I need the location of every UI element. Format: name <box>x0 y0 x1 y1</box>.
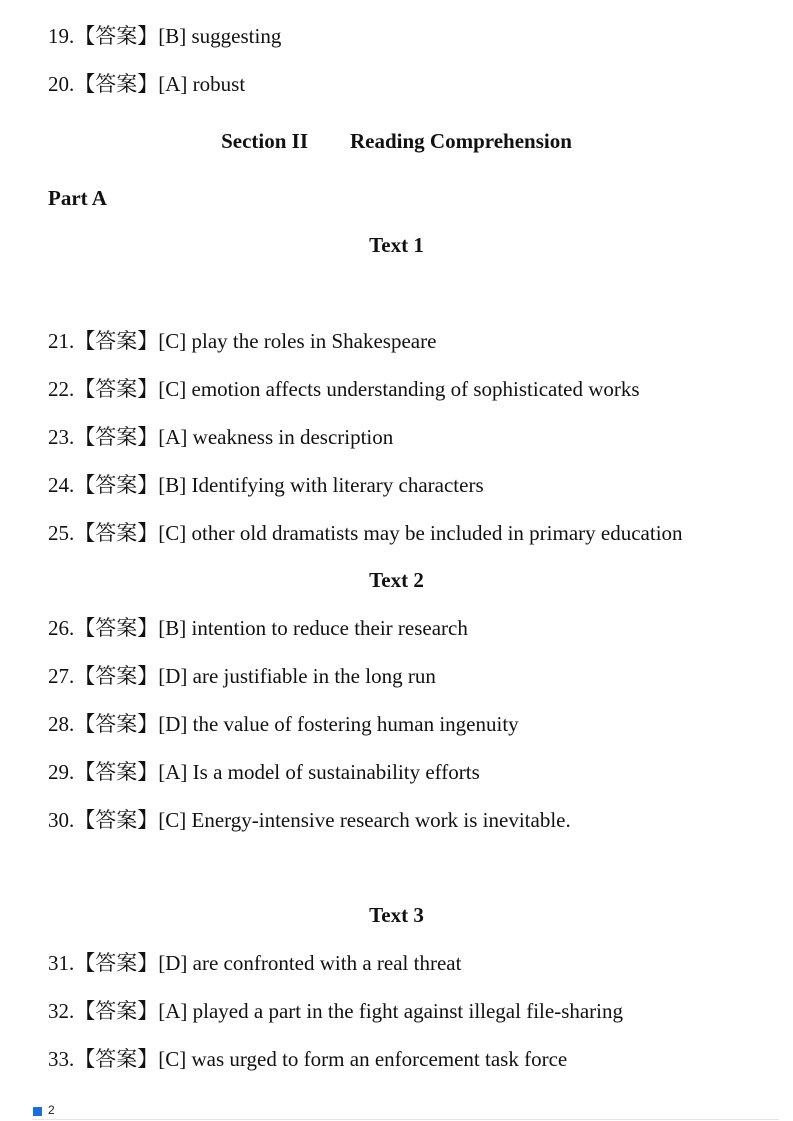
answer-30 <box>48 807 571 833</box>
answer-tag: 【答案】 <box>74 72 159 96</box>
answer-text: [C] emotion affects understanding of sophisticated works <box>158 377 640 401</box>
answer-24 <box>48 472 484 498</box>
answer-number: 27. <box>48 664 75 688</box>
answer-tag: 【答案】 <box>74 329 159 353</box>
answer-number: 28. <box>48 712 75 736</box>
answer-number: 33. <box>48 1047 75 1071</box>
answer-tag: 【答案】 <box>74 999 159 1023</box>
answer-text: [B] Identifying with literary characters <box>158 473 484 497</box>
answer-text: [A] played a part in the fight against illegal file-sharing <box>158 999 624 1023</box>
page-number: 2 <box>48 1103 55 1117</box>
page-footer <box>0 1100 793 1121</box>
answer-31 <box>48 950 461 976</box>
footer-divider <box>32 1119 779 1120</box>
answer-tag: 【答案】 <box>74 712 159 736</box>
text2-title: Text 2 <box>369 568 424 592</box>
answer-text: [C] Energy-intensive research work is inevitable. <box>158 808 571 832</box>
text1-title: Text 1 <box>369 233 424 257</box>
answer-tag: 【答案】 <box>74 473 159 497</box>
answer-text: [C] play the roles in Shakespeare <box>158 329 437 353</box>
answer-number: 26. <box>48 616 75 640</box>
answer-tag: 【答案】 <box>74 616 159 640</box>
answer-text: [C] was urged to form an enforcement task force <box>158 1047 568 1071</box>
answer-number: 20. <box>48 72 75 96</box>
answer-text: [D] are confronted with a real threat <box>158 951 462 975</box>
answer-text: [D] the value of fostering human ingenuity <box>158 712 519 736</box>
answer-number: 30. <box>48 808 75 832</box>
answer-tag: 【答案】 <box>74 808 159 832</box>
answer-tag: 【答案】 <box>74 377 159 401</box>
answer-text: [C] other old dramatists may be included in primary education <box>158 521 683 545</box>
answer-number: 32. <box>48 999 75 1023</box>
answer-tag: 【答案】 <box>74 1047 159 1071</box>
answer-tag: 【答案】 <box>74 521 159 545</box>
answer-number: 21. <box>48 329 75 353</box>
answer-text: [B] intention to reduce their research <box>158 616 468 640</box>
answer-text: [D] are justifiable in the long run <box>158 664 436 688</box>
answer-26 <box>48 615 468 641</box>
answer-number: 23. <box>48 425 75 449</box>
part-heading: Part A <box>48 186 107 210</box>
answer-number: 31. <box>48 951 75 975</box>
answer-21 <box>48 328 436 354</box>
section-title: Section II Reading Comprehension <box>221 129 572 153</box>
answer-number: 19. <box>48 24 75 48</box>
answer-tag: 【答案】 <box>74 425 159 449</box>
answer-text: [A] Is a model of sustainability efforts <box>158 760 480 784</box>
answer-tag: 【答案】 <box>74 664 159 688</box>
answer-number: 22. <box>48 377 75 401</box>
answer-tag: 【答案】 <box>74 24 159 48</box>
answer-number: 29. <box>48 760 75 784</box>
answer-28 <box>48 711 519 737</box>
text3-title: Text 3 <box>369 903 424 927</box>
answer-25 <box>48 520 683 546</box>
answer-tag: 【答案】 <box>74 951 159 975</box>
answer-22 <box>48 376 640 402</box>
answer-number: 25. <box>48 521 75 545</box>
answer-33 <box>48 1046 567 1072</box>
answer-23 <box>48 424 393 450</box>
answer-text: [A] robust <box>158 72 246 96</box>
footer-square-icon <box>33 1107 42 1116</box>
answer-27 <box>48 663 436 689</box>
answer-20 <box>48 71 245 97</box>
answer-32 <box>48 998 623 1024</box>
answer-text: [B] suggesting <box>158 24 282 48</box>
answer-number: 24. <box>48 473 75 497</box>
answer-29 <box>48 759 480 785</box>
answer-19 <box>48 23 281 49</box>
answer-text: [A] weakness in description <box>158 425 394 449</box>
answer-tag: 【答案】 <box>74 760 159 784</box>
